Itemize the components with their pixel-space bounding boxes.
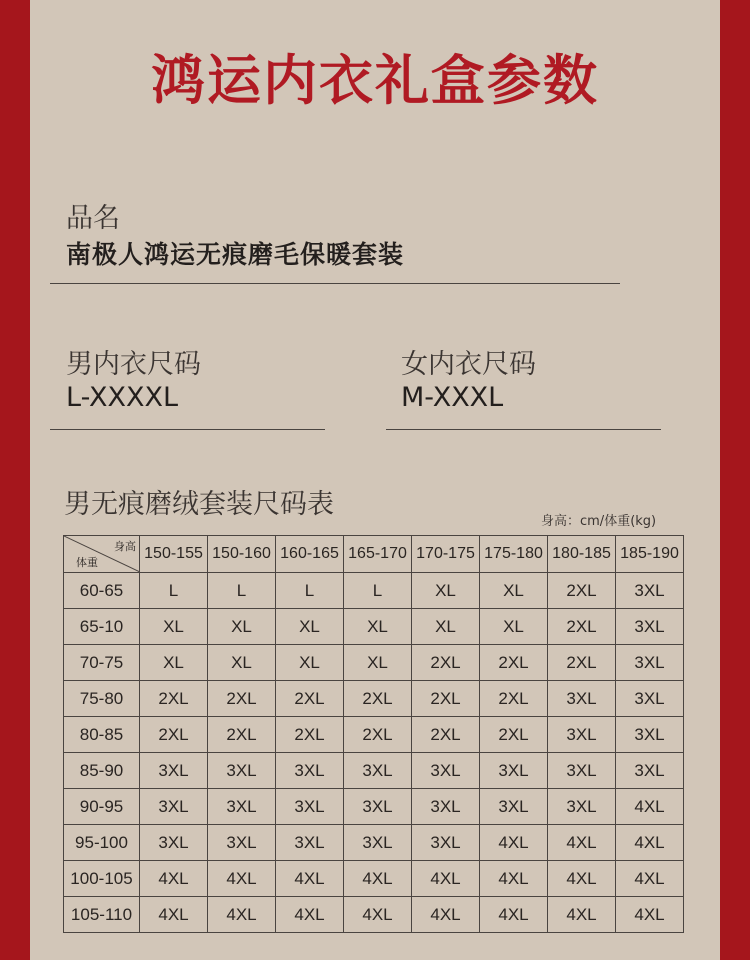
size-cell: XL [344, 609, 412, 645]
table-row [64, 825, 684, 861]
size-cell: L [276, 573, 344, 609]
weight-cell: 95-100 [64, 825, 140, 861]
size-cell: 4XL [548, 861, 616, 897]
divider [50, 283, 620, 284]
women-size-label: 女内衣尺码 [401, 349, 536, 380]
corner-weight-label: 体重 [76, 556, 98, 569]
weight-cell: 70-75 [64, 645, 140, 681]
size-cell: 3XL [548, 789, 616, 825]
size-cell: XL [412, 573, 480, 609]
table-row [64, 717, 684, 753]
size-cell: 4XL [344, 897, 412, 933]
size-cell: 4XL [548, 897, 616, 933]
size-cell: 2XL [548, 609, 616, 645]
size-cell: 3XL [412, 753, 480, 789]
size-cell: 3XL [480, 789, 548, 825]
height-header-cell: 165-170 [344, 536, 412, 573]
size-cell: XL [480, 573, 548, 609]
height-header-cell: 175-180 [480, 536, 548, 573]
size-cell: 2XL [344, 681, 412, 717]
height-header-cell: 160-165 [276, 536, 344, 573]
size-cell: 2XL [548, 573, 616, 609]
table-header-row [64, 536, 684, 573]
table-corner-cell [64, 536, 140, 573]
size-cell: XL [140, 609, 208, 645]
size-cell: 2XL [276, 717, 344, 753]
table-body [64, 573, 684, 933]
size-cell: 2XL [208, 717, 276, 753]
page-title: 鸿运内衣礼盒参数 [151, 49, 599, 112]
table-row [64, 645, 684, 681]
table-row [64, 681, 684, 717]
size-cell: 3XL [344, 825, 412, 861]
size-cell: L [140, 573, 208, 609]
size-cell: 4XL [412, 861, 480, 897]
size-cell: 4XL [480, 825, 548, 861]
size-cell: 3XL [616, 573, 684, 609]
size-cell: XL [480, 609, 548, 645]
size-cell: 4XL [616, 825, 684, 861]
size-cell: 4XL [276, 861, 344, 897]
women-size-value: M-XXXL [401, 382, 504, 413]
size-cell: 3XL [616, 681, 684, 717]
size-cell: 3XL [208, 753, 276, 789]
size-cell: XL [276, 645, 344, 681]
size-cell: L [344, 573, 412, 609]
weight-cell: 85-90 [64, 753, 140, 789]
unit-note: 身高：cm/体重(kg) [541, 514, 657, 529]
divider [50, 429, 325, 430]
size-cell: 2XL [412, 681, 480, 717]
table-row [64, 897, 684, 933]
size-cell: 2XL [548, 645, 616, 681]
size-cell: 3XL [276, 753, 344, 789]
size-cell: 2XL [480, 645, 548, 681]
size-cell: 2XL [276, 681, 344, 717]
size-cell: 2XL [208, 681, 276, 717]
size-cell: 3XL [548, 753, 616, 789]
product-name-label: 品名 [66, 203, 120, 234]
size-cell: 4XL [208, 861, 276, 897]
size-cell: 2XL [412, 717, 480, 753]
size-cell: 4XL [548, 825, 616, 861]
size-cell: 4XL [480, 861, 548, 897]
size-cell: 4XL [344, 861, 412, 897]
weight-cell: 90-95 [64, 789, 140, 825]
size-cell: XL [208, 645, 276, 681]
size-cell: 4XL [616, 897, 684, 933]
divider [386, 429, 661, 430]
size-cell: 3XL [616, 609, 684, 645]
size-cell: XL [412, 609, 480, 645]
size-cell: XL [208, 609, 276, 645]
size-cell: 4XL [140, 861, 208, 897]
size-cell: 2XL [140, 681, 208, 717]
weight-cell: 65-10 [64, 609, 140, 645]
size-cell: 2XL [480, 717, 548, 753]
size-cell: XL [140, 645, 208, 681]
height-header-cell: 185-190 [616, 536, 684, 573]
size-cell: 3XL [276, 789, 344, 825]
size-cell: 4XL [480, 897, 548, 933]
table-row [64, 753, 684, 789]
height-header-cell: 150-155 [140, 536, 208, 573]
table-row [64, 789, 684, 825]
size-cell: 2XL [412, 645, 480, 681]
size-cell: XL [344, 645, 412, 681]
size-cell: 3XL [140, 753, 208, 789]
weight-cell: 105-110 [64, 897, 140, 933]
size-cell: 4XL [616, 861, 684, 897]
size-cell: 4XL [616, 789, 684, 825]
size-cell: 3XL [480, 753, 548, 789]
size-cell: 4XL [140, 897, 208, 933]
weight-cell: 60-65 [64, 573, 140, 609]
height-header-cell: 180-185 [548, 536, 616, 573]
height-header-cell: 170-175 [412, 536, 480, 573]
size-cell: 4XL [208, 897, 276, 933]
size-cell: 3XL [616, 753, 684, 789]
size-table-title: 男无痕磨绒套装尺码表 [64, 489, 334, 520]
size-cell: 4XL [412, 897, 480, 933]
size-cell: XL [276, 609, 344, 645]
size-cell: 3XL [344, 789, 412, 825]
size-cell: 3XL [344, 753, 412, 789]
size-cell: 2XL [344, 717, 412, 753]
table-row [64, 861, 684, 897]
size-cell: 3XL [208, 789, 276, 825]
weight-cell: 75-80 [64, 681, 140, 717]
men-size-value: L-XXXXL [66, 382, 178, 413]
weight-cell: 100-105 [64, 861, 140, 897]
size-cell: 3XL [276, 825, 344, 861]
height-header-cell: 150-160 [208, 536, 276, 573]
size-cell: 2XL [140, 717, 208, 753]
size-cell: 2XL [480, 681, 548, 717]
table-row [64, 573, 684, 609]
content-panel [30, 0, 720, 960]
size-table [63, 535, 684, 933]
size-cell: 3XL [208, 825, 276, 861]
size-cell: 3XL [140, 789, 208, 825]
size-cell: 3XL [548, 681, 616, 717]
product-name-value: 南极人鸿运无痕磨毛保暖套装 [66, 240, 405, 269]
men-size-label: 男内衣尺码 [66, 349, 201, 380]
size-cell: 3XL [412, 825, 480, 861]
size-cell: L [208, 573, 276, 609]
weight-cell: 80-85 [64, 717, 140, 753]
size-cell: 3XL [616, 717, 684, 753]
size-cell: 3XL [412, 789, 480, 825]
size-cell: 4XL [276, 897, 344, 933]
size-cell: 3XL [140, 825, 208, 861]
size-cell: 3XL [616, 645, 684, 681]
corner-height-label: 身高 [114, 540, 136, 553]
size-cell: 3XL [548, 717, 616, 753]
table-row [64, 609, 684, 645]
